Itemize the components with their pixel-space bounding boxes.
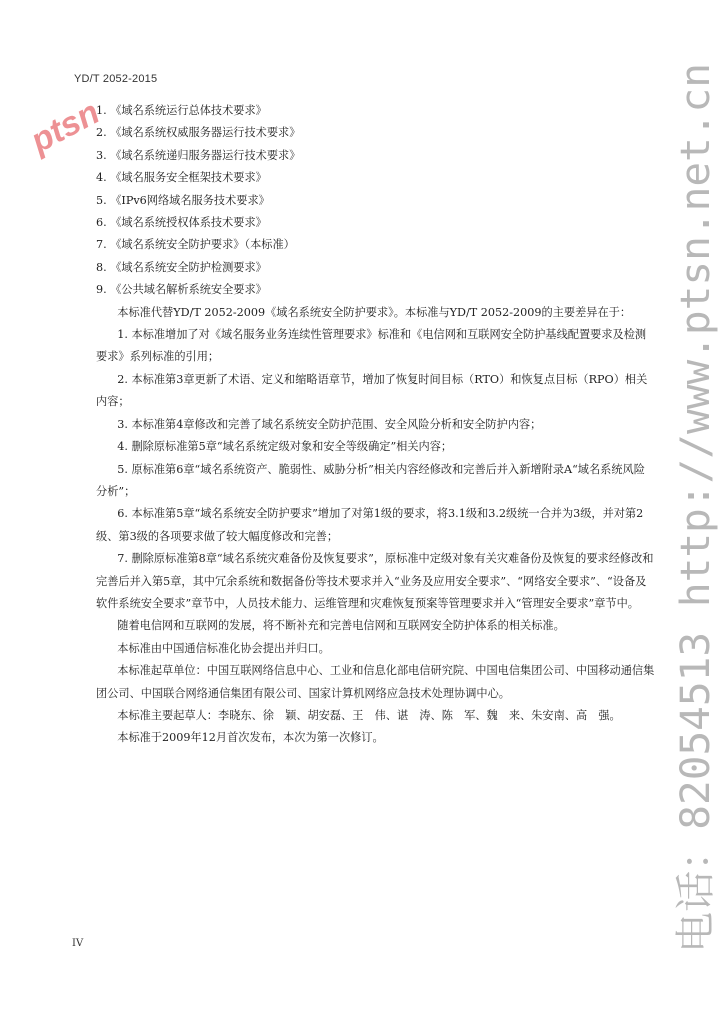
paragraph-change-2: 2. 本标准第3章更新了术语、定义和缩略语章节，增加了恢复时间目标（RTO）和恢复点目标（RPO）相关内容； (96, 372, 648, 409)
paragraph-change-6: 6. 本标准第5章“域名系统安全防护要求”增加了对第1级的要求，将3.1级和3.2级统一合并为3级，并对第2级、第3级的各项要求做了较大幅度修改和完善； (96, 507, 644, 543)
list-item: 7. 《域名系统安全防护要求》（本标准） (96, 238, 295, 252)
standard-code: YD/T 2052-2015 (74, 73, 158, 85)
list-item: 9. 《公共域名解析系统安全要求》 (96, 283, 267, 297)
paragraph-change-4: 4. 删除原标准第5章“域名系统定级对象和安全等级确定”相关内容； (117, 440, 453, 454)
list-item: 1. 《域名系统运行总体技术要求》 (96, 104, 267, 117)
paragraph-proposed-by: 本标准由中国通信标准化协会提出并归口。 (117, 641, 330, 655)
list-item: 8. 《域名系统安全防护检测要求》 (96, 260, 267, 274)
list-item: 5. 《IPv6网络域名服务技术要求》 (96, 193, 270, 207)
paragraph-change-1: 1. 本标准增加了对《域名服务业务连续性管理要求》标准和《电信网和互联网安全防护基线配置要求及检测要求》系列标准的引用； (96, 328, 647, 364)
page-number: IV (72, 938, 84, 949)
list-item: 4. 《域名服务安全框架技术要求》 (96, 171, 267, 185)
list-item: 2. 《域名系统权威服务器运行技术要求》 (96, 126, 301, 140)
paragraph-change-7: 7. 删除原标准第8章“域名系统灾难备份及恢复要求”，原标准中定级对象有关灾难备份及恢复的要求经修改和完善后并入第5章，其中冗余系统和数据备份等技术要求并入“业务及应用安全要求”、“网络安全要求”、“设备及软件系统安全要求”章节中，人员技术能力、运维管理和灾难恢复预案等管理要求并入“管理安全要求”章节中。 (96, 552, 654, 610)
paragraph-development: 随着电信网和互联网的发展，将不断补充和完善电信网和互联网安全防护体系的相关标准。 (117, 619, 565, 633)
list-item: 3. 《域名系统递归服务器运行技术要求》 (96, 148, 301, 162)
paragraph-drafters: 本标准主要起草人：李晓东、徐 颖、胡安磊、王 伟、谌 涛、陈 军、魏 来、朱安南、高 强。 (117, 708, 621, 722)
paragraph-change-3: 3. 本标准第4章修改和完善了域名系统安全防护范围、安全风险分析和安全防护内容； (117, 417, 542, 431)
paragraph-drafting-units: 本标准起草单位：中国互联网络信息中心、工业和信息化部电信研究院、中国电信集团公司、中国移动通信集团公司、中国联合网络通信集团有限公司、国家计算机网络应急技术处理协调中心。 (96, 664, 655, 700)
list-item: 6. 《域名系统授权体系技术要求》 (96, 216, 267, 230)
paragraph-replaces: 本标准代替YD/T 2052-2009《域名系统安全防护要求》。本标准与YD/T 2052-2009的主要差异在于： (117, 305, 632, 319)
document-body (96, 100, 656, 750)
logo-text: ptsn (24, 93, 106, 161)
paragraph-change-5: 5. 原标准第6章“域名系统资产、脆弱性、威胁分析”相关内容经修改和完善后并入新增附录A“域名系统风险分析”； (96, 462, 645, 498)
side-watermark (665, 58, 725, 958)
watermark-text: 电话：82054513 http://www.ptsn.net.cn (673, 86, 719, 953)
paragraph-history: 本标准于2009年12月首次发布，本次为第一次修订。 (117, 731, 384, 745)
